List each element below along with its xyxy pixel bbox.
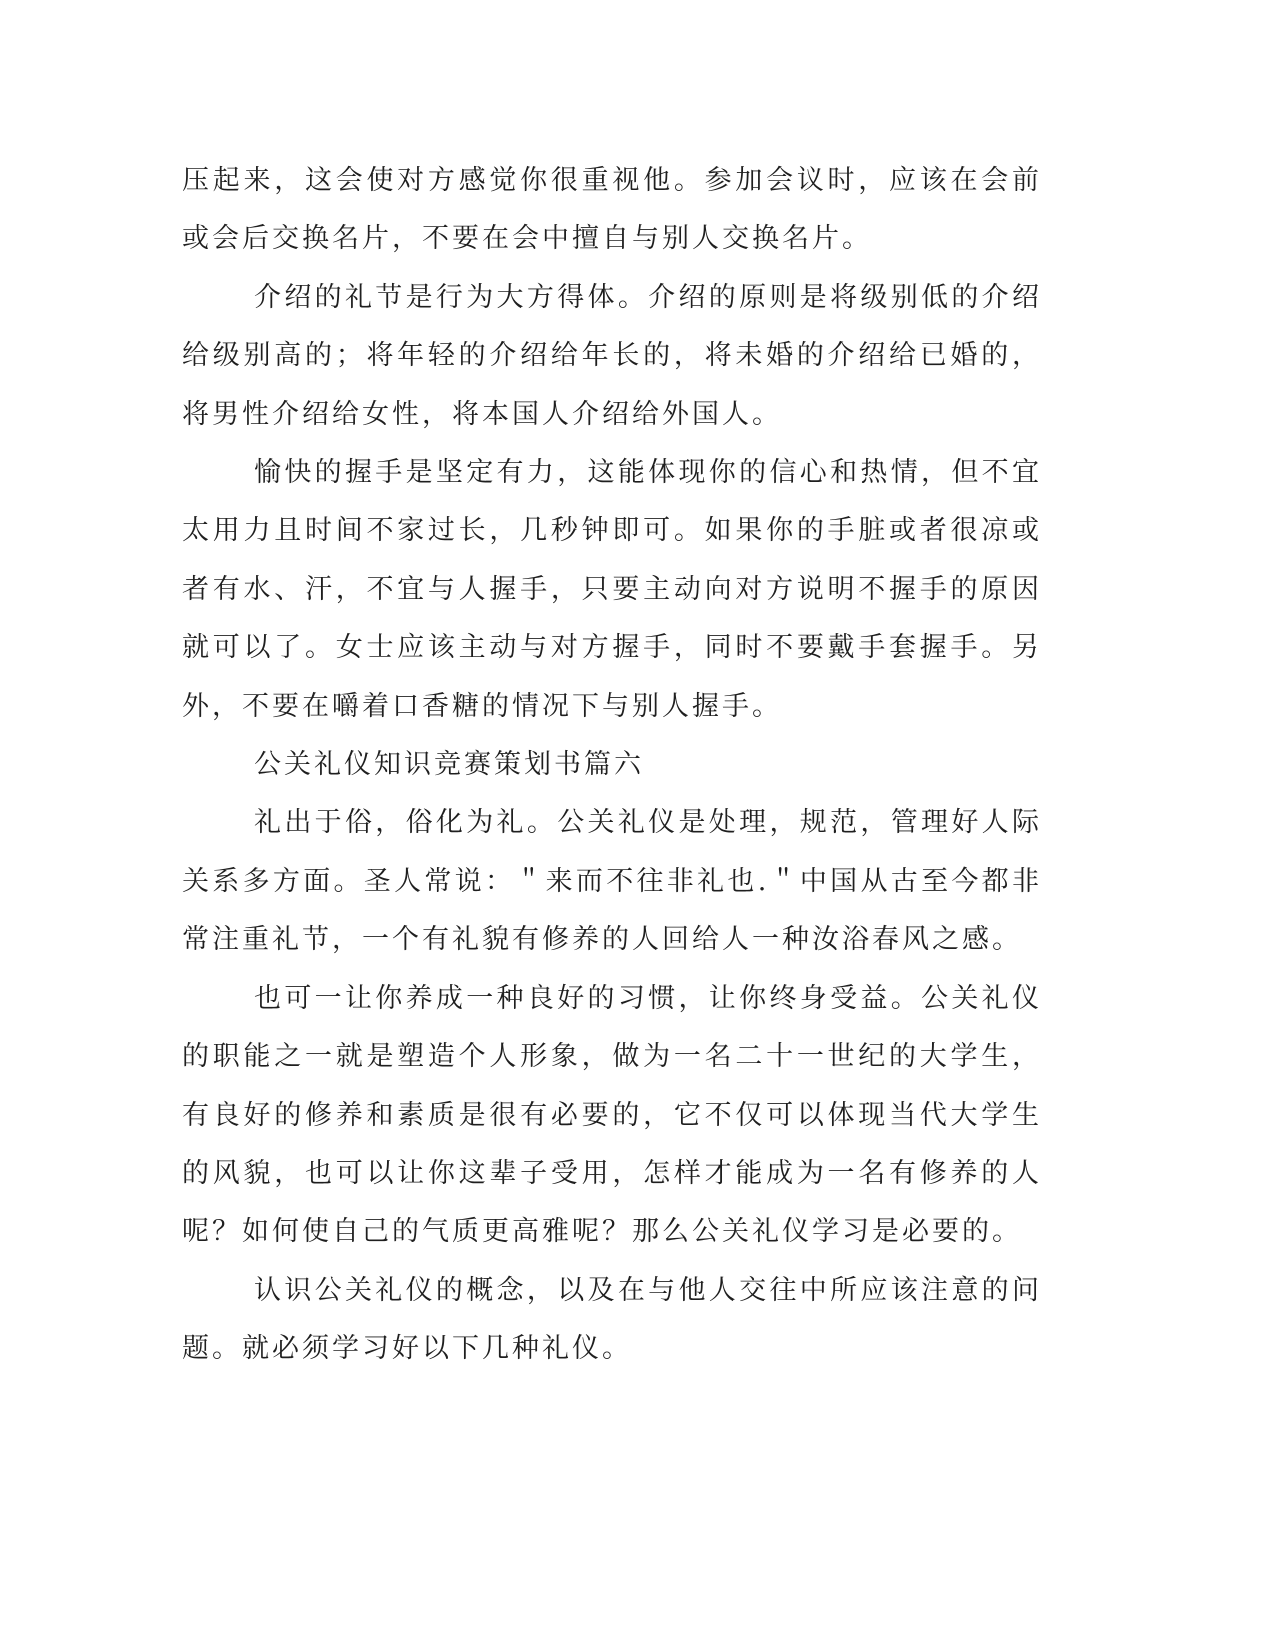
paragraph-personal-image: 也可一让你养成一种良好的习惯，让你终身受益。公关礼仪的职能之一就是塑造个人形象，做为一名二十一世纪的大学生，有良好的修养和素质是很有必要的，它不仅可以体现当代大学生的风貌，也可以让你这辈子受用，怎样才能成为一名有修养的人呢？如何使自己的气质更高雅呢？那么公关礼仪学习是必要的。	[182, 982, 1042, 1248]
document-page	[182, 152, 1042, 1379]
paragraph-concept: 认识公关礼仪的概念，以及在与他人交往中所应该注意的问题。就必须学习好以下几种礼仪。	[182, 1274, 1042, 1365]
paragraph-handshake: 愉快的握手是坚定有力，这能体现你的信心和热情，但不宜太用力且时间不家过长，几秒钟即可。如果你的手脏或者很凉或者有水、汗，不宜与人握手，只要主动向对方说明不握手的原因就可以了。女士应该主动与对方握手，同时不要戴手套握手。另外，不要在嚼着口香糖的情况下与别人握手。	[182, 457, 1042, 722]
paragraph-etiquette-origin: 礼出于俗，俗化为礼。公关礼仪是处理，规范，管理好人际关系多方面。圣人常说：＂来而不往非礼也.＂中国从古至今都非常注重礼节，一个有礼貌有修养的人回给人一种汝浴春风之感。	[182, 807, 1042, 956]
paragraph-introduction-etiquette: 介绍的礼节是行为大方得体。介绍的原则是将级别低的介绍给级别高的；将年轻的介绍给年长的，将未婚的介绍给已婚的，将男性介绍给女性，将本国人介绍给外国人。	[182, 281, 1042, 430]
section-heading: 公关礼仪知识竞赛策划书篇六	[254, 749, 644, 781]
paragraph-business-card: 压起来，这会使对方感觉你很重视他。参加会议时，应该在会前或会后交换名片，不要在会中擅自与别人交换名片。	[182, 165, 1042, 255]
